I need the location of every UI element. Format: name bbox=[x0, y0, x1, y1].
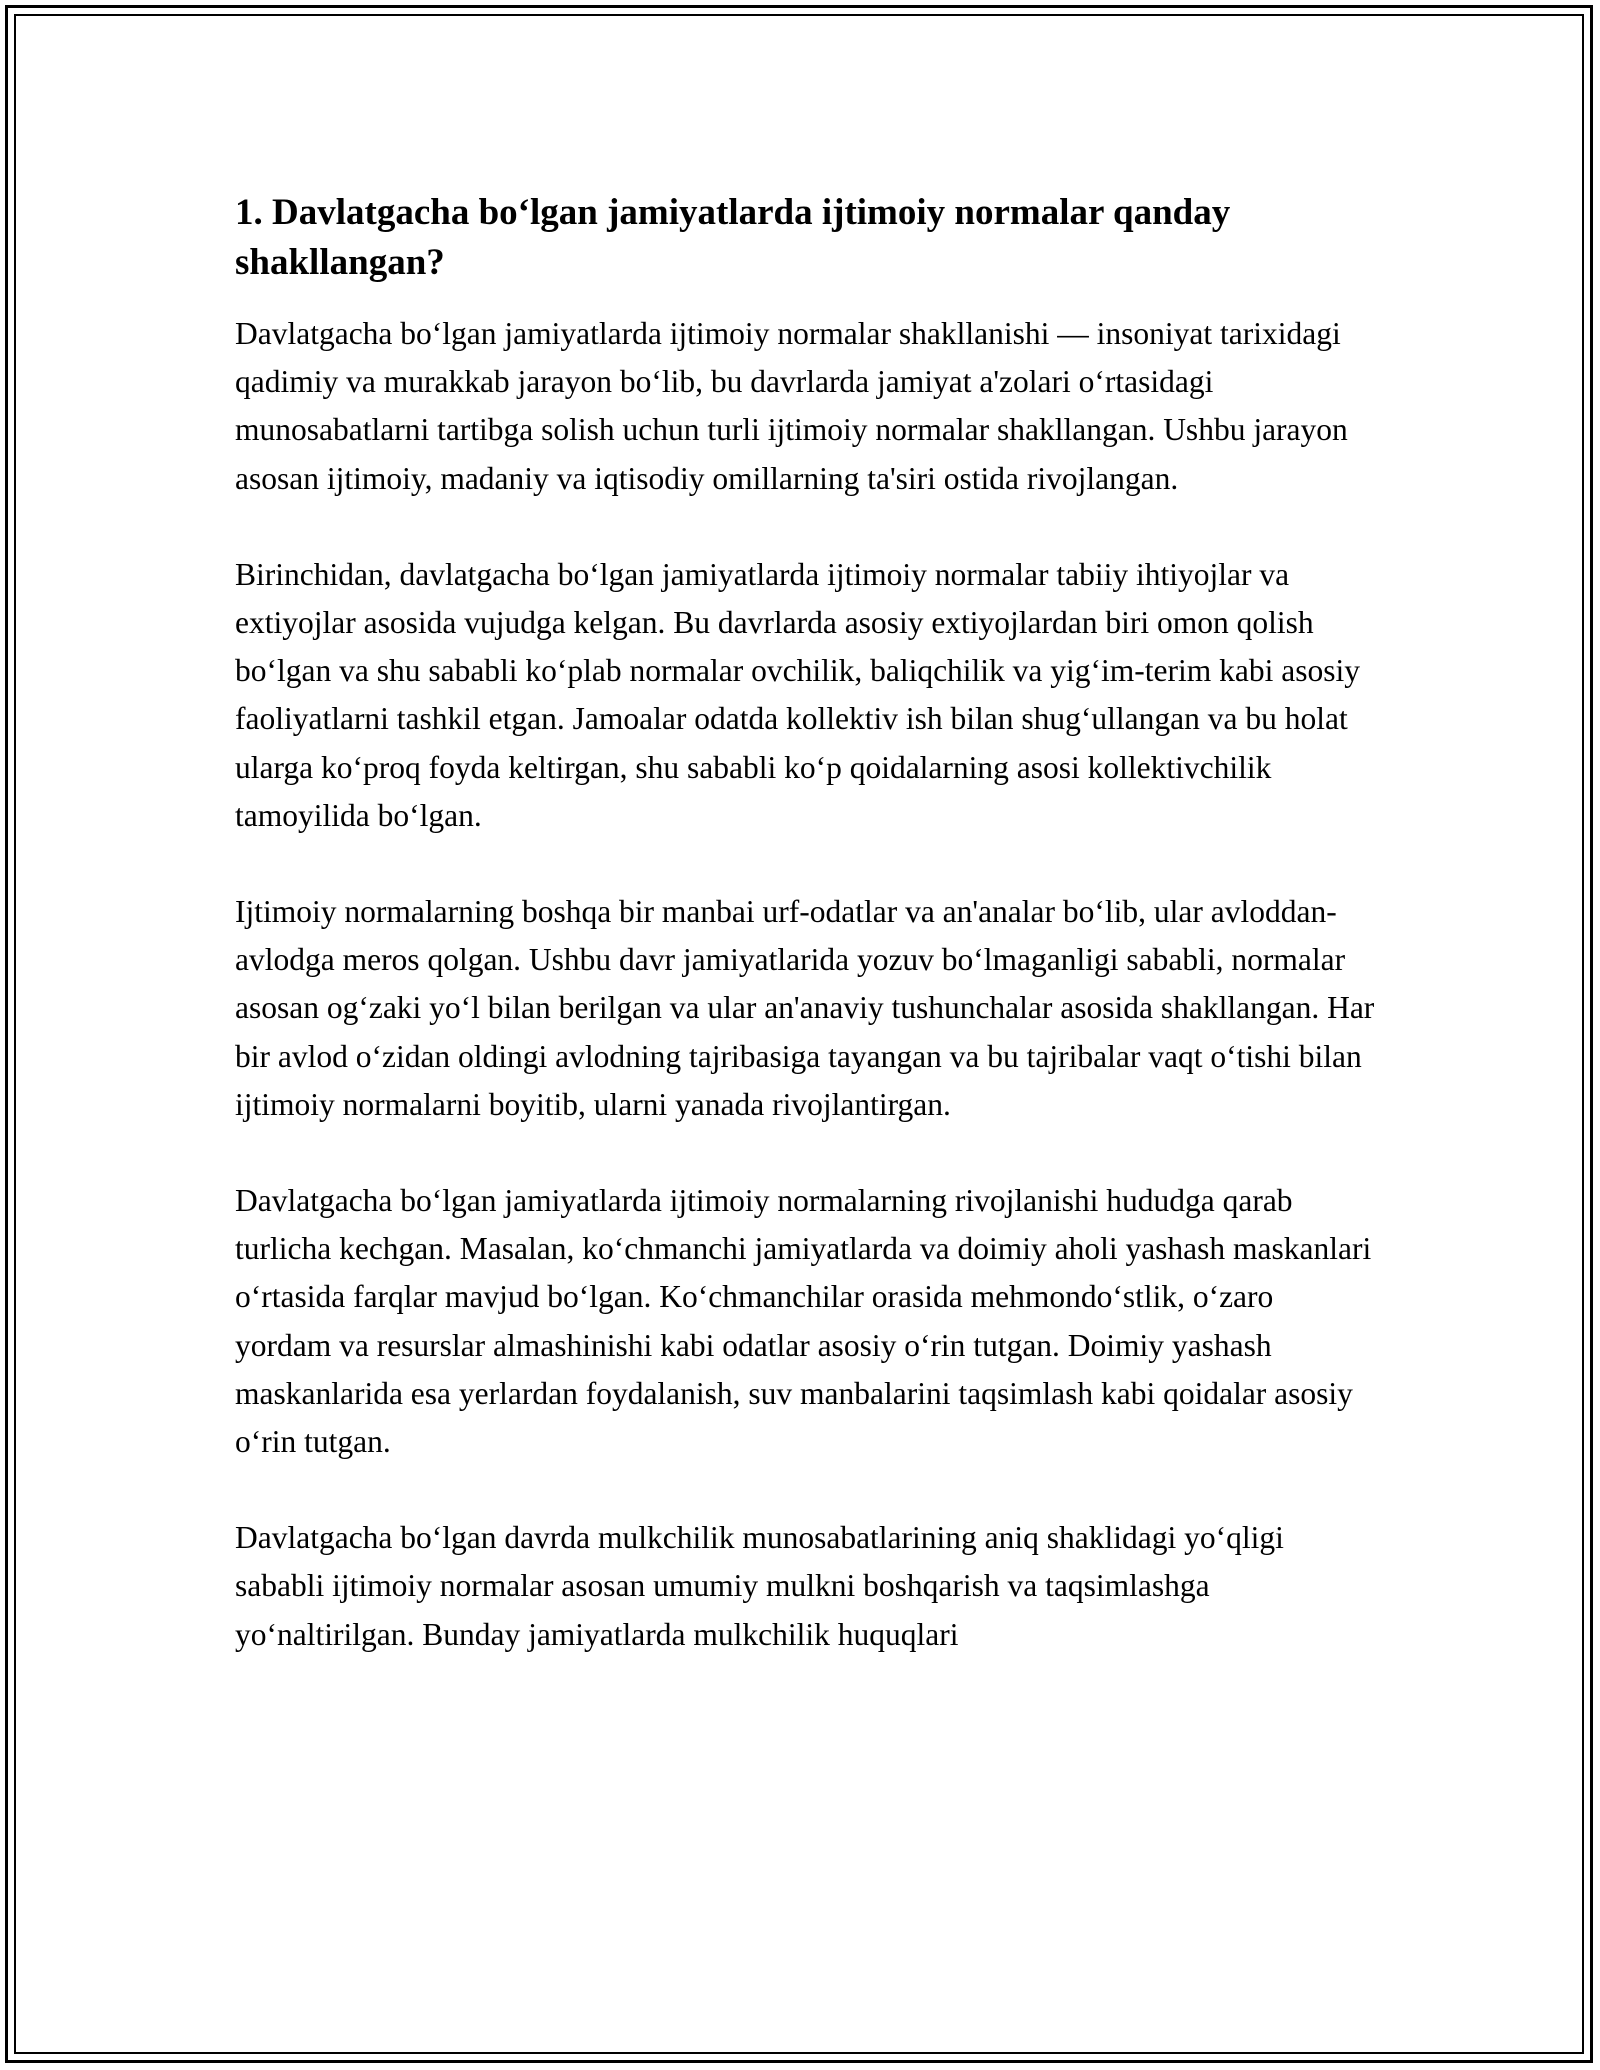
question-heading: 1. Davlatgacha bo‘lgan jamiyatlarda ijtimoiy normalar qanday shakllangan? bbox=[235, 192, 1231, 283]
paragraph-regional-differences: Davlatgacha bo‘lgan jamiyatlarda ijtimoiy normalarning rivojlanishi hududga qarab turlicha kechgan. Masalan, ko‘chmanchi jamiyatlarda va doimiy aholi yashash maskanlari o‘rtasida farqlar mavjud bo‘lgan. Ko‘chmanchilar orasida mehmondo‘stlik, o‘zaro yordam va resurslar almashinishi kabi odatlar asosiy o‘rin tutgan. Doimiy yashash maskanlarida esa yerlardan foydalanish, suv manbalarini taqsimlash kabi qoidalar asosiy o‘rin tutgan. bbox=[235, 1183, 1372, 1460]
paragraph-property-relations: Davlatgacha bo‘lgan davrda mulkchilik munosabatlarining aniq shaklidagi yo‘qligi sababli ijtimoiy normalar asosan umumiy mulkni boshqarish va taqsimlashga yo‘naltirilgan. Bunday jamiyatlarda mulkchilik huquqlari bbox=[235, 1520, 1284, 1652]
paragraph-intro: Davlatgacha bo‘lgan jamiyatlarda ijtimoiy normalar shakllanishi — insoniyat tarixidagi qadimiy va murakkab jarayon bo‘lib, bu davrlarda jamiyat a'zolari o‘rtasidagi munosabatlarni tartibga solish uchun turli ijtimoiy normalar shakllangan. Ushbu jarayon asosan ijtimoiy, madaniy va iqtisodiy omillarning ta'siri ostida rivojlangan. bbox=[235, 316, 1348, 496]
document-body bbox=[235, 188, 1375, 1707]
paragraph-natural-needs: Birinchidan, davlatgacha bo‘lgan jamiyatlarda ijtimoiy normalar tabiiy ihtiyojlar va extiyojlar asosida vujudga kelgan. Bu davrlarda asosiy extiyojlardan biri omon qolish bo‘lgan va shu sababli ko‘plab normalar ovchilik, baliqchilik va yig‘im-terim kabi asosiy faoliyatlarni tashkil etgan. Jamoalar odatda kollektiv ish bilan shug‘ullangan va bu holat ularga ko‘proq foyda keltirgan, shu sababli ko‘p qoidalarning asosi kollektivchilik tamoyilida bo‘lgan. bbox=[235, 556, 1360, 833]
paragraph-customs-traditions: Ijtimoiy normalarning boshqa bir manbai urf-odatlar va an'analar bo‘lib, ular avloddan-avlodga meros qolgan. Ushbu davr jamiyatlarida yozuv bo‘lmaganligi sababli, normalar asosan og‘zaki yo‘l bilan berilgan va ular an'anaviy tushunchalar asosida shakllangan. Har bir avlod o‘zidan oldingi avlodning tajribasiga tayangan va bu tajribalar vaqt o‘tishi bilan ijtimoiy normalarni boyitib, ularni yanada rivojlantirgan. bbox=[235, 894, 1375, 1122]
